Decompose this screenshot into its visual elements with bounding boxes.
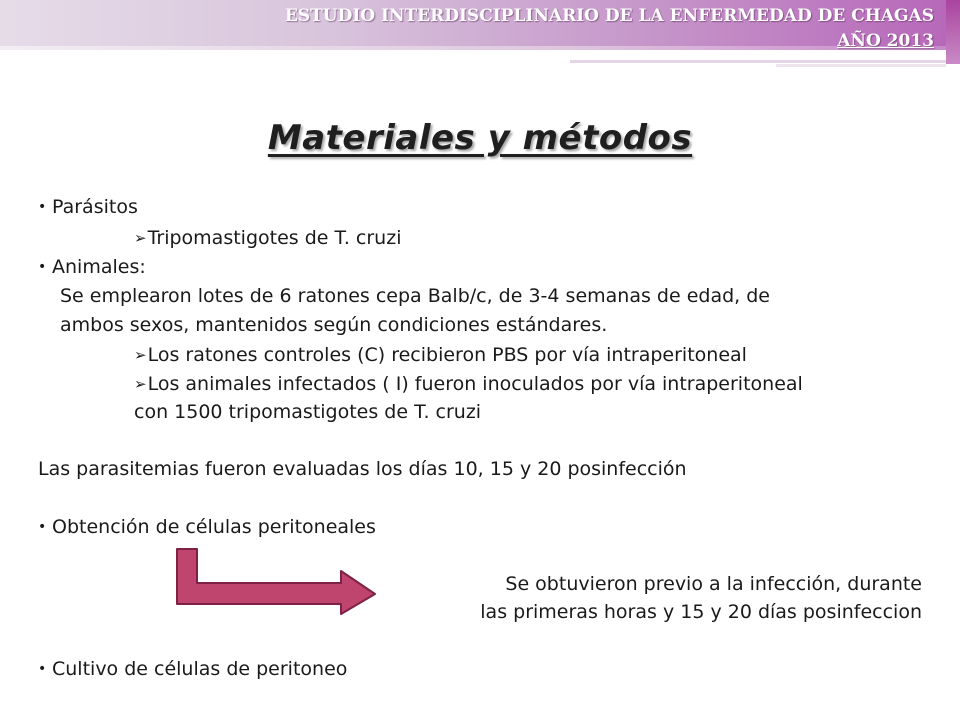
sub-item-text: Los animales infectados ( I) fueron inoculados por vía intraperitoneal [147, 373, 803, 395]
bullet-item-cultivo [38, 657, 347, 681]
parasitemias-text: Las parasitemias fueron evaluadas los días 10, 15 y 20 posinfección [38, 458, 687, 480]
bullet-icon: • [38, 661, 47, 677]
sub-item-tripomastigotes [134, 226, 401, 250]
bullet-text: Parásitos [52, 196, 138, 218]
paragraph-line: ambos sexos, mantenidos según condiciones estándares. [60, 314, 608, 336]
bullet-item-animales [38, 255, 146, 279]
header-edge-bar [946, 0, 960, 64]
bullet-item-obtencion [38, 515, 376, 539]
paragraph-line: con 1500 tripomastigotes de T. cruzi [134, 401, 482, 423]
sub-item-infectados [134, 372, 803, 396]
bullet-text: Obtención de células peritoneales [52, 516, 376, 538]
arrow-bullet-icon: ➢ [134, 375, 147, 393]
header-title: ESTUDIO INTERDISCIPLINARIO DE LA ENFERMEDAD DE CHAGAS [284, 6, 934, 26]
header-divider-line [776, 64, 946, 67]
obtencion-description-line: Se obtuvieron previo a la infección, durante [505, 573, 922, 595]
bullet-text: Cultivo de células de peritoneo [52, 658, 348, 680]
bullet-icon: • [38, 199, 47, 215]
bullet-text: Animales: [52, 256, 146, 278]
slide-title: Materiales y métodos [267, 118, 693, 158]
bullet-icon: • [38, 519, 47, 535]
obtencion-description-line: las primeras horas y 15 y 20 días posinfeccion [480, 601, 922, 623]
arrow-bullet-icon: ➢ [134, 346, 147, 364]
bullet-item-parasitos [38, 195, 138, 219]
paragraph-line: Se emplearon lotes de 6 ratones cepa Balb/c, de 3-4 semanas de edad, de [60, 285, 770, 307]
sub-item-controles [134, 343, 747, 367]
header-stripe [0, 46, 946, 50]
arrow-bullet-icon: ➢ [134, 229, 147, 247]
header-divider-line [570, 60, 946, 63]
header-year: AÑO 2013 [837, 31, 934, 51]
bullet-icon: • [38, 259, 47, 275]
sub-item-text: Los ratones controles (C) recibieron PBS por vía intraperitoneal [147, 344, 747, 366]
sub-item-text: Tripomastigotes de T. cruzi [147, 227, 402, 249]
bent-arrow-icon [175, 547, 380, 617]
